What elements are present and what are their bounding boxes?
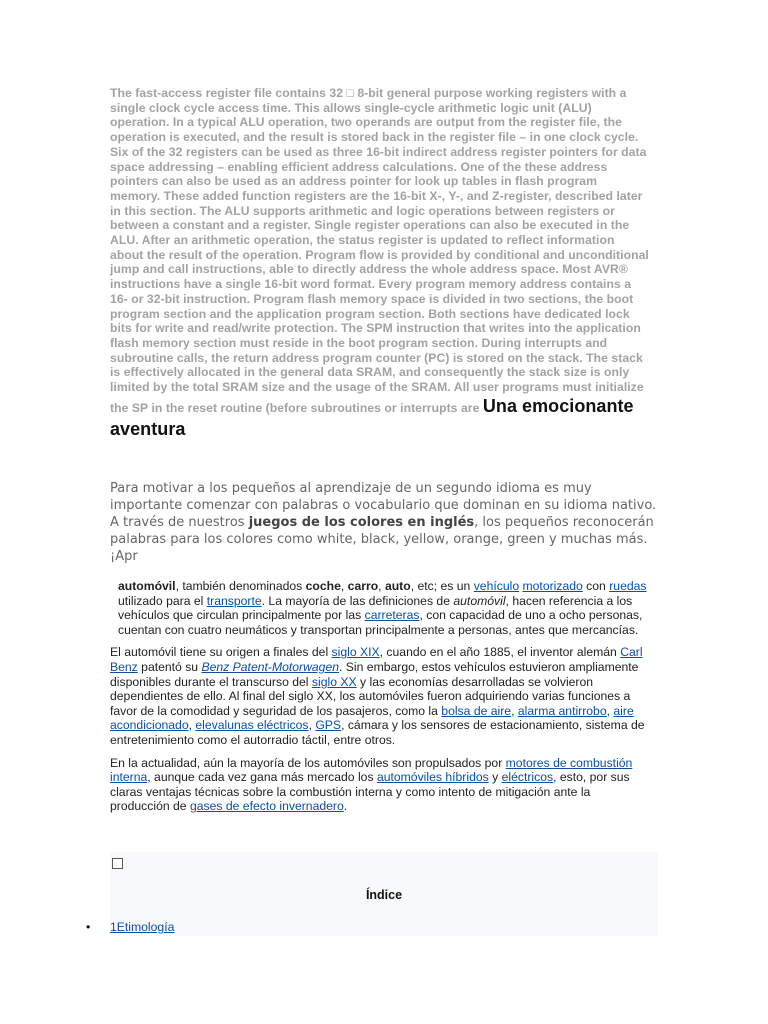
toc-item xyxy=(86,920,174,934)
intro-text-2: , los pequeños reconocerán palabras para los colores como white, black, yellow, orange, green y muchas más. ¡Apr xyxy=(110,515,654,564)
toc-item-number: 1 xyxy=(110,920,117,934)
italic-term: automóvil xyxy=(453,593,506,608)
text: , xyxy=(606,703,614,718)
link-bolsa-de-aire[interactable]: bolsa de aire xyxy=(441,703,512,718)
text: , cuando en el año 1885, el inventor alemán xyxy=(379,645,621,660)
link-ruedas[interactable]: ruedas xyxy=(609,579,647,593)
link-motorizado[interactable]: motorizado xyxy=(522,579,583,593)
text: , esto, por sus claras ventajas técnicas sobre la combustión interna y como intento de mitigación ante la producción de xyxy=(110,770,630,814)
text: , cámara y los sensores de estacionamiento, sistema de entretenimiento como el autorradio táctil, entre otros. xyxy=(110,718,645,747)
text: . xyxy=(343,799,348,814)
text: , aunque cada vez gana más mercado los xyxy=(147,770,377,785)
text: . Sin embargo, estos vehículos estuvieron ampliamente disponibles durante el transcurso del xyxy=(110,659,639,689)
link-carl-benz[interactable]: Carl Benz xyxy=(110,645,643,674)
toc-toggle-checkbox[interactable] xyxy=(112,858,123,869)
intro-paragraph xyxy=(110,480,660,565)
bold-term: auto xyxy=(384,579,411,593)
text: , xyxy=(511,703,518,718)
text: , xyxy=(308,718,316,733)
article-paragraph-3 xyxy=(110,756,650,814)
link-gps[interactable]: GPS xyxy=(315,718,342,733)
link-siglo-xix[interactable]: siglo XIX xyxy=(331,645,380,660)
text: patentó su xyxy=(137,659,202,674)
register-text-tail: the reset routine (before subroutines or interrupts are xyxy=(165,400,483,415)
link-siglo-xx[interactable]: siglo XX xyxy=(311,674,357,689)
intro-bold-keyword: juegos de los colores en inglés xyxy=(248,515,475,530)
text: con xyxy=(582,579,610,593)
register-text: The fast-access register file contains 32 □ 8-bit general purpose working registers with a single clock cycle access time. This allows single-cycle arithmetic logic unit (ALU) operation. In a typical ALU operation, two operands are output from the register file, the operation is executed, and the result is stored back in the register file – in one clock cycle. Six of the 32 registers can be used as three 16-bit indirect address register pointers for data space addressing – enabling efficient address calculations. One of the these address pointers can also be used as an address pointer for look up tables in flash program memory. These added function registers are the 16-bit X-, Y-, and Z-register, described later in this section. The ALU supports arithmetic and logic operations between registers or between a constant and a register. Single register operations can also be executed in the ALU. After an arithmetic operation, the status register is updated to reflect information about the result of the operation. Program flow is provided by conditional and unconditional jump and call instructions, able to directly address the whole address space. Most AVR® instructions have a single 16-bit word format. Every program memory address contains a 16- or 32-bit instruction. Program flash memory space is divided in two sections, the boot program section and the application program section. Both sections have dedicated lock bits for write and read/write protection. The SPM instruction that writes into the application flash memory section must reside in the boot program section. During interrupts and subroutine calls, the return address program counter (PC) is stored on the stack. The stack is effectively allocated in the general data SRAM, and consequently the stack size is only limited by the total SRAM size and the usage of the SRAM. All user programs must initialize the SP in xyxy=(110,86,649,415)
text: , hacen referencia a los vehículos que circulan principalmente por las xyxy=(118,593,633,623)
bold-term: automóvil xyxy=(118,579,176,593)
link-alarma-antirrobo[interactable]: alarma antirrobo xyxy=(517,703,607,718)
text: , xyxy=(378,579,385,593)
link-transporte[interactable]: transporte xyxy=(206,593,262,608)
intro-text-1: Para motivar a los pequeños al aprendizaje de un segundo idioma es muy importante comenzar con palabras o vocabulario que dominan en su idioma nativo. A través de nuestros xyxy=(110,481,657,530)
link-benz-patent-motorwagen[interactable]: Benz Patent-Motorwagen xyxy=(201,659,340,674)
text: , xyxy=(340,579,348,593)
article-body xyxy=(110,579,650,822)
bullet-icon: • xyxy=(86,920,91,934)
toc-title: Índice xyxy=(365,888,403,902)
bold-term: carro xyxy=(347,579,379,593)
link-vehiculo[interactable]: vehículo xyxy=(473,579,520,593)
article-paragraph-1 xyxy=(110,579,650,637)
text: , etc; es un xyxy=(410,579,474,593)
link-carreteras[interactable]: carreteras xyxy=(364,608,420,623)
text: y las economías desarrolladas se volvieron dependientes de ello. Al final del siglo XX, los automóviles fueron adquiriendo varias funciones a favor de la comodidad y seguridad de los pasajeros, como la xyxy=(110,674,631,718)
article-paragraph-2 xyxy=(110,645,650,747)
text: En la actualidad, aún la mayoría de los automóviles son propulsados por xyxy=(110,755,506,770)
text: . La mayoría de las definiciones de xyxy=(261,593,454,608)
register-file-paragraph xyxy=(110,86,650,441)
link-gases-de-efecto-invernadero[interactable]: gases de efecto invernadero xyxy=(189,799,344,814)
toc-item-label: Etimología xyxy=(116,920,175,934)
text: El automóvil tiene su origen a finales del xyxy=(110,645,332,660)
table-of-contents xyxy=(110,852,658,936)
text: , también denominados xyxy=(175,579,306,593)
section-heading: Una emocionante aventura xyxy=(110,395,634,439)
link-motores-de-combustion-interna[interactable]: motores de combustión interna xyxy=(110,755,633,785)
text: utilizado para el xyxy=(118,593,207,608)
toc-link-etimologia[interactable] xyxy=(110,920,174,934)
text: , con capacidad de uno a ocho personas, cuentan con cuatro neumáticos y transportan principalmente a personas, antes que mercancías. xyxy=(118,608,643,637)
link-electricos[interactable]: eléctricos xyxy=(501,770,554,785)
link-elevalunas-electricos[interactable]: elevalunas eléctricos xyxy=(195,718,309,733)
text: , xyxy=(188,718,196,733)
bold-term: coche xyxy=(305,579,341,593)
text: y xyxy=(488,770,502,785)
link-automoviles-hibridos[interactable]: automóviles híbridos xyxy=(376,770,489,785)
link-aire-acondicionado[interactable]: aire acondicionado xyxy=(110,703,634,733)
